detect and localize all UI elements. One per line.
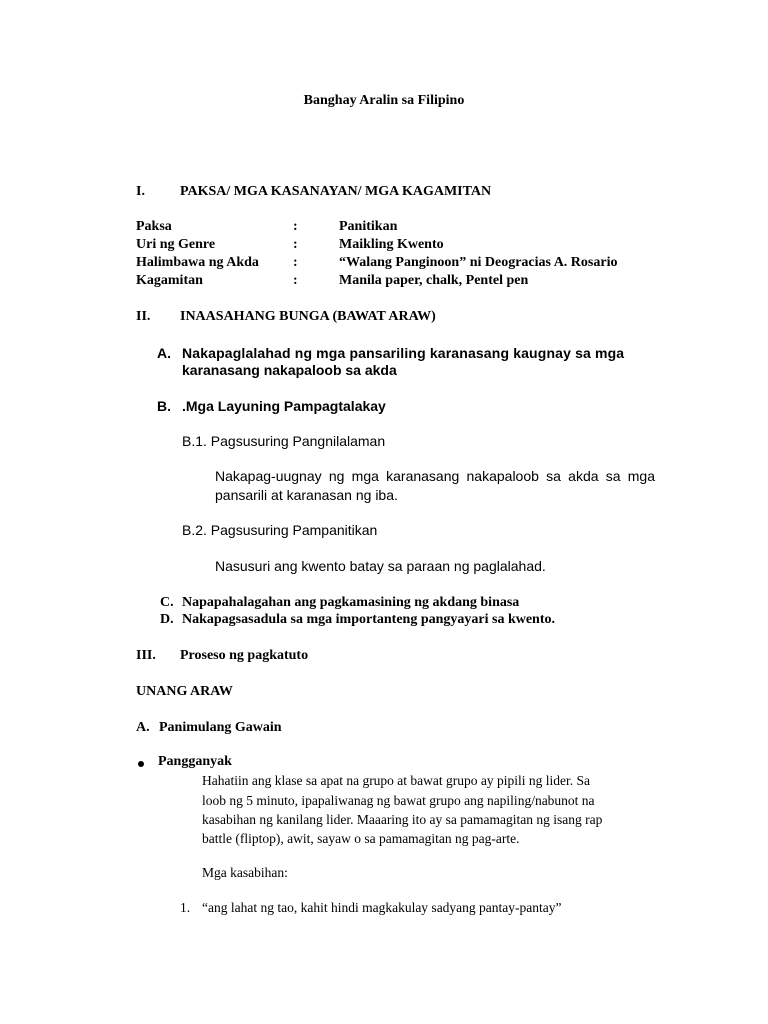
section-1-heading: PAKSA/ MGA KASANAYAN/ MGA KAGAMITAN (180, 184, 492, 199)
info-key: Uri ng Genre (136, 237, 216, 252)
item-a-line1: Nakapaglalahad ng mga pansariling karanasang kaugnay sa mga (182, 345, 625, 361)
panimula-heading: Panimulang Gawain (159, 720, 282, 735)
item-b-letter: B. (157, 398, 171, 414)
pangganyak-line-3: kasabihan ng kanilang lider. Maaaring ito ay sa pamamagitan ng isang rap (202, 812, 603, 827)
info-value: Panitikan (339, 219, 398, 234)
item-d-text: Nakapagsasadula sa mga importanteng pangyayari sa kwento. (182, 612, 555, 627)
info-key: Halimbawa ng Akda (136, 255, 259, 270)
item-b-text: .Mga Layuning Pampagtalakay (182, 398, 386, 414)
info-colon: : (293, 255, 298, 270)
info-key: Paksa (136, 219, 172, 234)
pangganyak-line-2: loob ng 5 minuto, ipapaliwanag ng bawat grupo ang napiling/nabunot na (202, 793, 595, 808)
info-value: Maikling Kwento (339, 237, 444, 252)
item-c-letter: C. (160, 595, 174, 610)
kasabihan-text: “ang lahat ng tao, kahit hindi magkakulay sadyang pantay-pantay” (202, 900, 562, 915)
pangganyak-label: Pangganyak (158, 754, 232, 769)
section-3-numeral: III. (136, 648, 156, 663)
info-colon: : (293, 273, 298, 288)
section-1-numeral: I. (136, 184, 145, 199)
section-2-numeral: II. (136, 309, 151, 324)
info-key: Kagamitan (136, 273, 203, 288)
panimula-letter: A. (136, 720, 150, 735)
document-title: Banghay Aralin sa Filipino (303, 93, 465, 108)
info-value: Manila paper, chalk, Pentel pen (339, 273, 529, 288)
kasabihan-label: Mga kasabihan: (202, 865, 288, 880)
info-value: “Walang Panginoon” ni Deogracias A. Rosario (339, 255, 618, 270)
pangganyak-line-4: battle (fliptop), awit, sayaw o sa pamamagitan ng pag-arte. (202, 831, 520, 846)
b1-title: B.1. Pagsusuring Pangnilalaman (182, 433, 386, 449)
bullet-icon (138, 761, 144, 767)
pangganyak-line-1: Hahatiin ang klase sa apat na grupo at bawat grupo ay pipili ng lider. Sa (202, 773, 591, 788)
item-a-line2: karanasang nakapaloob sa akda (182, 362, 397, 378)
item-d-letter: D. (160, 612, 174, 627)
unang-araw-heading: UNANG ARAW (136, 684, 233, 699)
item-a-letter: A. (157, 345, 171, 361)
b2-text: Nasusuri ang kwento batay sa paraan ng paglalahad. (215, 558, 546, 574)
info-colon: : (293, 237, 298, 252)
section-3-heading: Proseso ng pagkatuto (180, 648, 309, 663)
info-colon: : (293, 219, 298, 234)
item-c-text: Napapahalagahan ang pagkamasining ng akdang binasa (182, 595, 520, 610)
kasabihan-number: 1. (180, 900, 191, 915)
section-2-heading: INAASAHANG BUNGA (BAWAT ARAW) (180, 309, 436, 324)
b1-text: Nakapag-uugnay ng mga karanasang nakapaloob sa akda sa mga pansarili at karanasan ng iba. (215, 468, 655, 503)
b2-title: B.2. Pagsusuring Pampanitikan (182, 522, 378, 538)
